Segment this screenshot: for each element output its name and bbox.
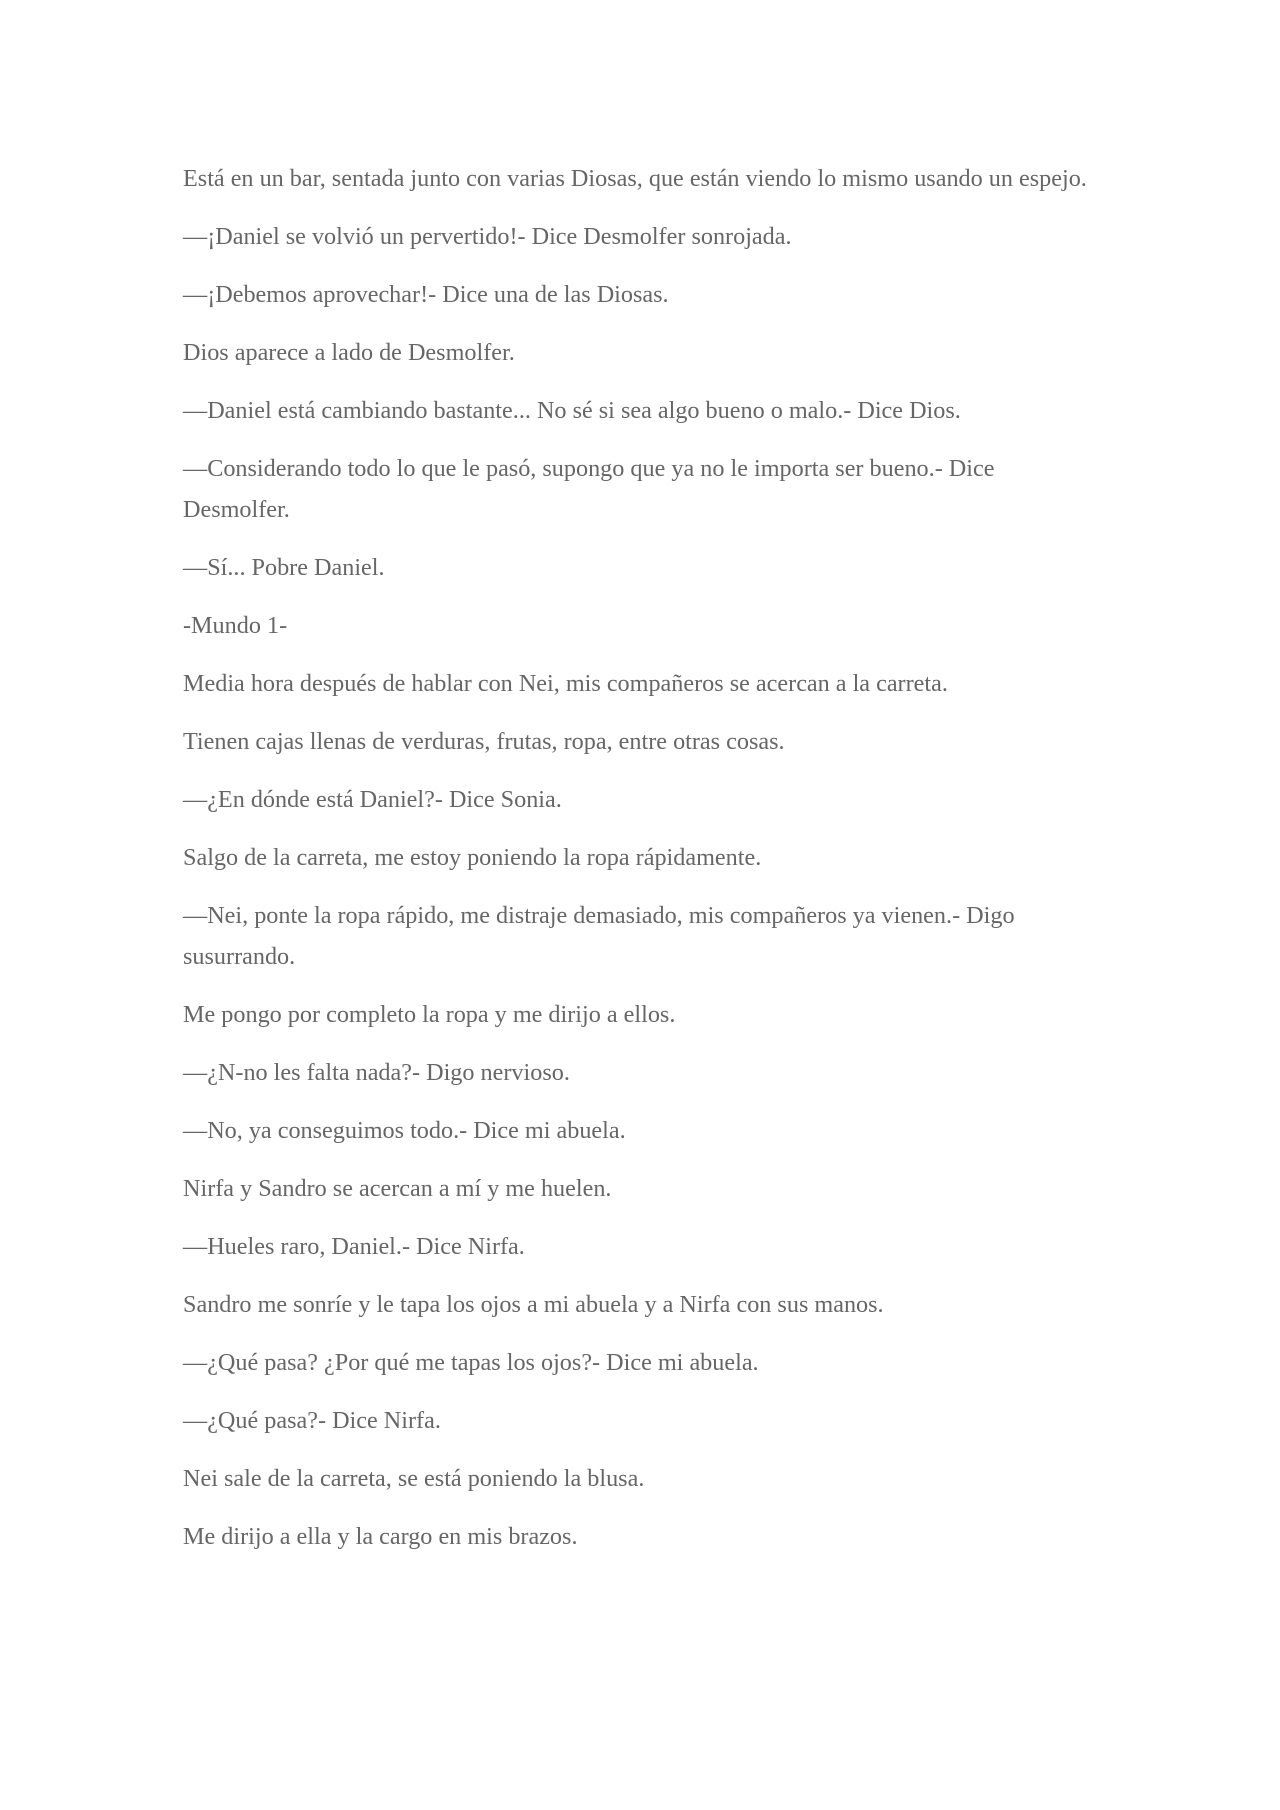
paragraph: Sandro me sonríe y le tapa los ojos a mi abuela y a Nirfa con sus manos. [183, 1291, 884, 1318]
paragraph: Me pongo por completo la ropa y me dirijo a ellos. [183, 1001, 676, 1028]
paragraph: —Nei, ponte la ropa rápido, me distraje demasiado, mis compañeros ya vienen.- Digo susurrando. [183, 902, 1015, 970]
paragraph: —Daniel está cambiando bastante... No sé si sea algo bueno o malo.- Dice Dios. [183, 397, 961, 424]
paragraph: Media hora después de hablar con Nei, mis compañeros se acercan a la carreta. [183, 670, 948, 697]
paragraph: —Sí... Pobre Daniel. [183, 554, 385, 581]
document-page [183, 158, 1093, 1574]
paragraph: Está en un bar, sentada junto con varias Diosas, que están viendo lo mismo usando un espejo. [183, 165, 1087, 192]
paragraph: —Hueles raro, Daniel.- Dice Nirfa. [183, 1233, 525, 1260]
paragraph: —¡Daniel se volvió un pervertido!- Dice Desmolfer sonrojada. [183, 223, 792, 250]
paragraph: Nei sale de la carreta, se está poniendo la blusa. [183, 1465, 645, 1492]
paragraph: —No, ya conseguimos todo.- Dice mi abuela. [183, 1117, 626, 1144]
paragraph: Nirfa y Sandro se acercan a mí y me huelen. [183, 1175, 612, 1202]
section-heading: -Mundo 1- [183, 612, 288, 639]
paragraph: —¡Debemos aprovechar!- Dice una de las Diosas. [183, 281, 669, 308]
paragraph: —Considerando todo lo que le pasó, supongo que ya no le importa ser bueno.- Dice Desmolfer. [183, 455, 995, 523]
paragraph: —¿Qué pasa? ¿Por qué me tapas los ojos?- Dice mi abuela. [183, 1349, 759, 1376]
paragraph: Salgo de la carreta, me estoy poniendo la ropa rápidamente. [183, 844, 762, 871]
paragraph: Tienen cajas llenas de verduras, frutas, ropa, entre otras cosas. [183, 728, 785, 755]
paragraph: Me dirijo a ella y la cargo en mis brazos. [183, 1523, 578, 1550]
paragraph: —¿En dónde está Daniel?- Dice Sonia. [183, 786, 562, 813]
paragraph: Dios aparece a lado de Desmolfer. [183, 339, 515, 366]
paragraph: —¿Qué pasa?- Dice Nirfa. [183, 1407, 441, 1434]
paragraph: —¿N-no les falta nada?- Digo nervioso. [183, 1059, 570, 1086]
